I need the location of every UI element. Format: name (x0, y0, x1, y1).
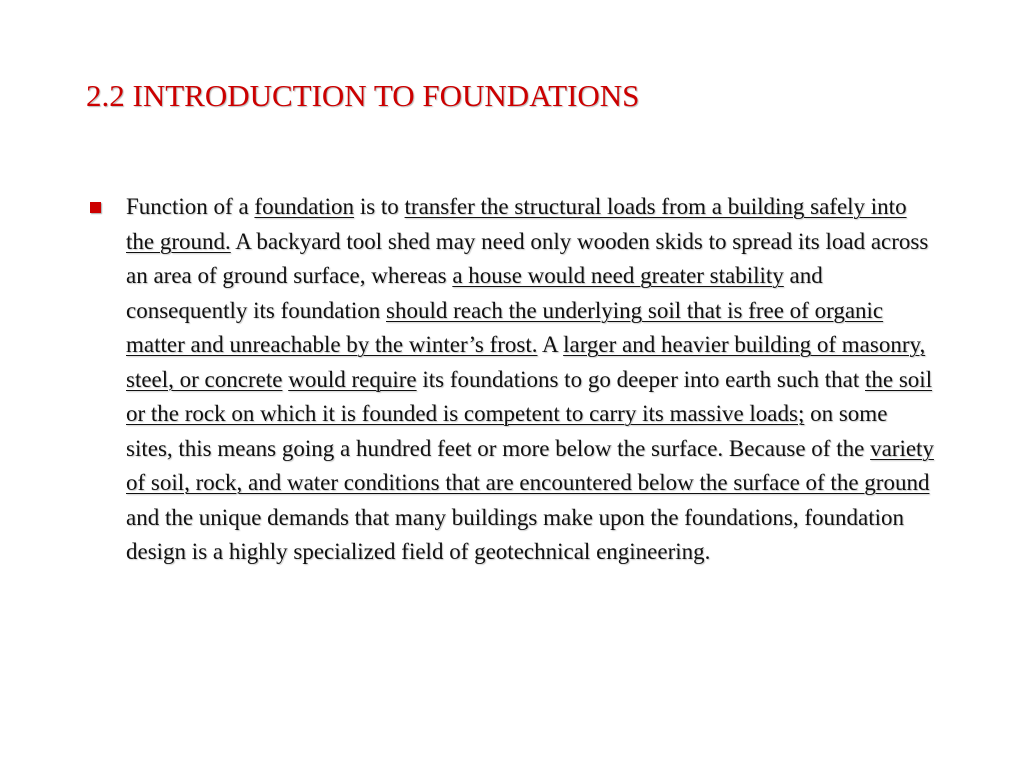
text-segment: A backyard tool shed may need only wooden skids to spread its load across an area of ground surface, whereas (126, 228, 929, 288)
text-segment: and the unique demands that many buildings make upon the foundations, foundation design is a highly specialized field of geotechnical engineering. (126, 504, 905, 564)
bullet-text (126, 190, 938, 570)
underlined-text-segment: should reach the underlying soil that is free of organic matter and unreachable by the winter’s frost. (126, 297, 884, 357)
slide-title: 2.2 INTRODUCTION TO FOUNDATIONS (86, 78, 640, 113)
square-bullet-icon (90, 202, 101, 213)
text-segment: Function of a (126, 194, 255, 219)
underlined-text-segment: foundation (254, 194, 355, 219)
underlined-text-segment: a house would need greater stability (452, 263, 784, 288)
text-segment: on some sites, this means going a hundred feet or more below the surface. Because of the (126, 401, 888, 461)
text-segment: its foundations to go deeper into earth such that (416, 366, 865, 392)
bullet-list (86, 190, 946, 570)
text-segment: A (537, 332, 564, 357)
underlined-text-segment: transfer the structural loads from a building safely into the ground. (126, 194, 907, 254)
underlined-text-segment: larger and heavier building of masonry, steel, or concrete (126, 332, 926, 392)
text-segment: and consequently its foundation (126, 263, 823, 323)
underlined-text-segment: the soil or the rock on which it is founded is competent to carry its massive loads; (126, 366, 933, 426)
underlined-text-segment: variety of soil, rock, and water conditions that are encountered below the surface of the ground (126, 435, 934, 495)
underlined-text-segment: would require (288, 366, 417, 392)
bullet-item (86, 190, 946, 570)
text-segment: is to (354, 194, 405, 219)
